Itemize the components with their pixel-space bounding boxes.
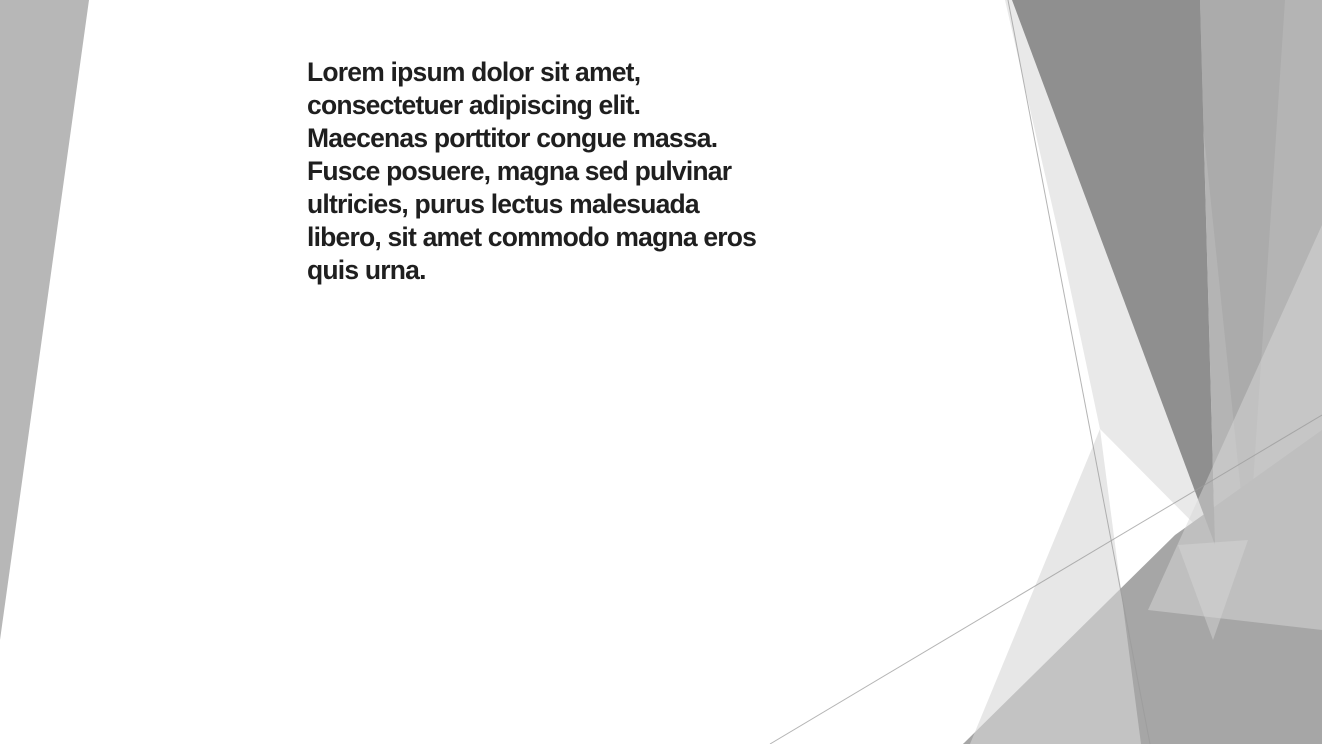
body-text-line: ultricies, purus lectus malesuada [307,189,699,219]
body-text-line: Lorem ipsum dolor sit amet, [307,57,641,87]
left-wedge-shape [0,0,89,640]
body-text-line: Fusce posuere, magna sed pulvinar [307,156,732,186]
body-text-line: quis urna. [307,255,426,285]
body-text-line: Maecenas porttitor congue massa. [307,123,718,153]
facet-light-triangle-shape [970,429,1141,744]
body-text-placeholder[interactable] [307,56,847,287]
body-text-line: consectetuer adipiscing elit. [307,90,641,120]
body-text-line: libero, sit amet commodo magna eros [307,222,757,252]
